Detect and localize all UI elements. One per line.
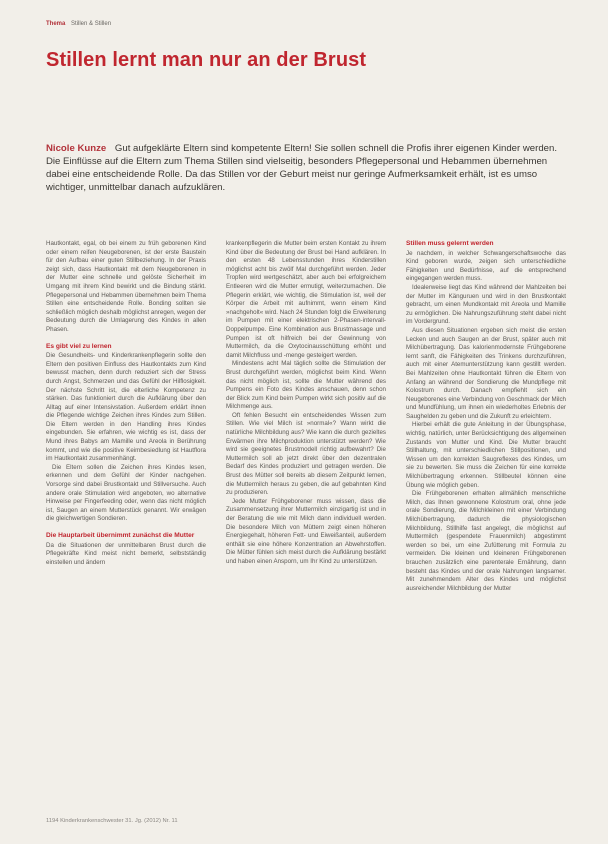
section-label: Thema xyxy=(46,21,66,27)
body-paragraph: krankenpflegerin die Mutter beim ersten Kontakt zu ihrem Kind über die Bedeutung der Brust bei Hand aufklären. In den ersten 48 Lebensstunden ihres Kinderstillen möglichst acht bis zwölf Mal durchgeführt werden. Jeder Tropfen wird wertgeschätzt, aber auch bei erfolgreichem Entleeren wird die Mutter ermutigt, weiterzumachen. Die Pflegerin erklärt, wie wichtig, die Stimulation ist, weil der Körper die Arbeit mit aufnimmt, wenn einem Kind »nachgeholt« wird. Nach 24 Stunden folgt die Erweiterung im Pumpen mit einer elektrischen 2-Phasen-intervall-Doppelpumpe. Eine Kombination aus Brustmassage und Pumpen ist oft hilfreich bei der Gewinnung von Muttermilch, da die Oxytocinausschüttung erhöht und damit Milchfluss und -menge gesteigert werden. xyxy=(226,240,386,359)
body-paragraph: Idealerweise liegt das Kind während der Mahlzeiten bei der Mutter im Känguruen und wird in den Brustkontakt gebracht, um einen Mundkontakt mit Areola und Mamille zu ermöglichen. Die Nahrungszuführung steht dabei nicht im Vordergrund. xyxy=(406,283,566,326)
body-paragraph: Jede Mutter Frühgeborener muss wissen, dass die Zusammensetzung ihrer Muttermilch einzigartig ist und in der Beratung die wie mit Milch dann individuell werden. Die besondere Milch von Müttern zeigt einen höheren Energiegehalt, höheren Fett- und Eiweißanteil, außerdem enthält sie eine höhere Konzentration an Abwehrstoffen. Die Mütter fühlen sich meist durch die Aufklärung bestärkt und haben einen Ansporn, um Ihr Kind zu unterstützen. xyxy=(226,497,386,565)
article-headline: Stillen lernt man nur an der Brust xyxy=(46,49,367,71)
subheading: Stillen muss gelernt werden xyxy=(406,240,494,247)
body-column-3 xyxy=(406,240,566,804)
page-footer: 1194 Kinderkrankenschwester 31. Jg. (2012) Nr. 11 xyxy=(46,818,178,824)
body-paragraph: Die Gesundheits- und Kinderkrankenpflegerin sollte den Eltern den positiven Einfluss des Hautkontakts zum Kind bewusst machen, denn durch reduziert sich der Stress durch Angst, Schmerzen und das Gefühl der Hilflosigkeit. Der nächste Schritt ist, die elterliche Kompetenz zu stärken. Das funktioniert durch die Aufklärung über den Alltag auf einer Intensivstation. Außerdem erklärt ihnen die Pflegende wichtige Zeichen ihres Kindes zum Stillen. Die Eltern werden in den Handling ihres Kindes eingebunden. Sie erfahren, wie wichtig es ist, dass der Mund ihres Babys am Mamille und Areola in Berührung kommt, und wie die positive Keimbesiedlung ist Hautflora im Hautkontakt zusammenhängt. xyxy=(46,352,206,463)
subheading: Es gibt viel zu lernen xyxy=(46,342,112,350)
topic-label: Stillen & Stillen xyxy=(71,21,112,27)
body-paragraph: Da die Situationen der unmittelbaren Brust durch die Pflegekräfte Kind meist nicht bemerkt, selbstständig einstellen und ändern xyxy=(46,541,206,566)
body-paragraph: Oft fehlen Besucht ein entscheidendes Wissen zum Stillen. Wie viel Milch ist »normal«? Wann wirkt die natürliche Milchbildung aus? Wie kann die durch gezieltes Erwärmen ihre Milchproduktion unterstützt werden? Wie wird sie geeignetes Brustmodell richtig aufbewahrt? Die Muttermilch soll ab jetzt direkt über den dezentralen Bedarf des Kindes produziert und getragen werden. Die Brust des Mütter soll bereits ab diesem Zeitpunkt lernen, die Muttermilch heraus zu geben, die auf gebahnten Kind zu produzieren. xyxy=(226,411,386,497)
body-paragraph: Die Eltern sollen die Zeichen ihres Kindes lesen, erkennen und dem Gefühl der Kinder nachgehen. Vorsorge sind dabei Brustkontakt und Stillversuche. Auch andere orale Stimulation wird angeboten, wo alternative Hinweise per Fingerfeeding oder, wenn das nicht möglich ist, Saugen an einem Mutterstück genannt. Wir erwägen die gleichwertigen Sondieren. xyxy=(46,463,206,523)
body-paragraph: Die Frühgeborenen erhalten allmählich menschliche Milch, das Ihnen gewonnene Kolostrum oral, ohne jede orale Sondierung, die Milchkleinen mit einer Verbindung Milchübertragung, dadurch die physiologischen Milchbildung, Stillhilfe fast angelegt, die möglichst auf Muttermilch (gespendete Frauenmilch) abgestimmt werden so bei, um eine Zufütterung mit Formula zu vermeiden. Die kleinen und kleineren Frühgeborenen brauchen zusätzlich eine parenterale Ernährung, dann besteht das Kindes und der orale Nahrungen langsamer. Mit zunehmendem Alter des Kindes und möglichst ausreichender Milchbildung der Mutter xyxy=(406,490,566,592)
subheading: Die Hauptarbeit übernimmt zunächst die Mutter xyxy=(46,532,195,539)
body-paragraph: Je nachdem, in welcher Schwangerschaftswoche das Kind geboren wurde, zeigen sich unterschiedliche Fähigkeiten und Bedürfnisse, auf die entsprechend eingegangen werden muss. xyxy=(406,249,566,283)
body-paragraph: Mindestens acht Mal täglich sollte die Stimulation der Brust durchgeführt werden, möglichst beim Kind. Wenn das nicht möglich ist, sollte die Mutter während des Pumpens ein Foto des Kindes anschauen, denn schon der Blick zum Kind beim Pumpen wirkt sich positiv auf die Milchmenge aus. xyxy=(226,360,386,411)
article-body xyxy=(46,240,566,804)
section-kicker xyxy=(46,21,111,27)
body-column-1 xyxy=(46,240,206,804)
body-paragraph: Aus diesen Situationen ergeben sich meist die ersten Lecken und auch Saugen an der Brust, später auch mit Milchübertragung. Das kalorienmodernste Frühgeborene lernt sanft, die Fähigkeiten des Trinkens durchzuführen, auch mit einer Atemunterstützung kann gestillt werden. Bei Mahlzeiten ohne Hautkontakt führen die Eltern von Anfang an während der Sondierung die Mundpflege mit Kolostrum durch. Danach empfiehlt sich ein Neugeborenes eine Verbindung von Geschmack der Milch und Mundfühlung, um ihnen ein wiederholtes Erlebnis der Saughelden zu geben und die Zukunft zu erleichtern. xyxy=(406,326,566,420)
body-paragraph: Hautkontakt, egal, ob bei einem zu früh geborenen Kind oder einem reifen Neugeborenen, ist der erste Baustein für den Aufbau einer guten Stillbeziehung. In der Praxis zeigt sich, dass Hautkontakt mit dem Neugeborenen in der Mutter eine schnelle und gelöste Sicherheit im Umgang mit ihrem Kind bewirkt und die Bindung stärkt. Pflegepersonal und Hebammen übernehmen beim Thema Stillen eine entscheidende Rolle. Bonding sollten sie schließlich möglich deshalb möglichst anregen, wegen der Bedeutung durch die Umlagerung des Kindes in allen Phasen. xyxy=(46,240,206,333)
article-lead xyxy=(46,143,566,195)
body-column-2 xyxy=(226,240,386,804)
author-name: Nicole Kunze xyxy=(46,143,107,154)
lead-text: Gut aufgeklärte Eltern sind kompetente Eltern! Sie sollen schnell die Profis ihrer eigenen Kinder werden. Die Einflüsse auf die Eltern zum Thema Stillen sind vielseitig, besonders Pflegepersonal und Hebammen übernehmen dabei eine entscheidende Rolle. Da das Stillen vor der Geburt meist nur geringe Aufmerksamkeit erhält, ist es umso wichtiger, unmittelbar danach aufzuklären. xyxy=(46,143,558,193)
body-paragraph: Hierbei erhält die gute Anleitung in der Übungsphase, wichtig, natürlich, unter Berücksichtigung des allgemeinen Zustands von Mutter und Kind. Die Mutter braucht Stillhaltung, mit unterschiedlichen Stillpositionen, und Wissen um den korrekten Saugreflexes des Kindes, um sie zu bewerten. Sie muss die Zeichen für eine korrekte Milchübertragung erkennen. Stillbeutel können eine Übung wie möglich geben. xyxy=(406,421,566,489)
